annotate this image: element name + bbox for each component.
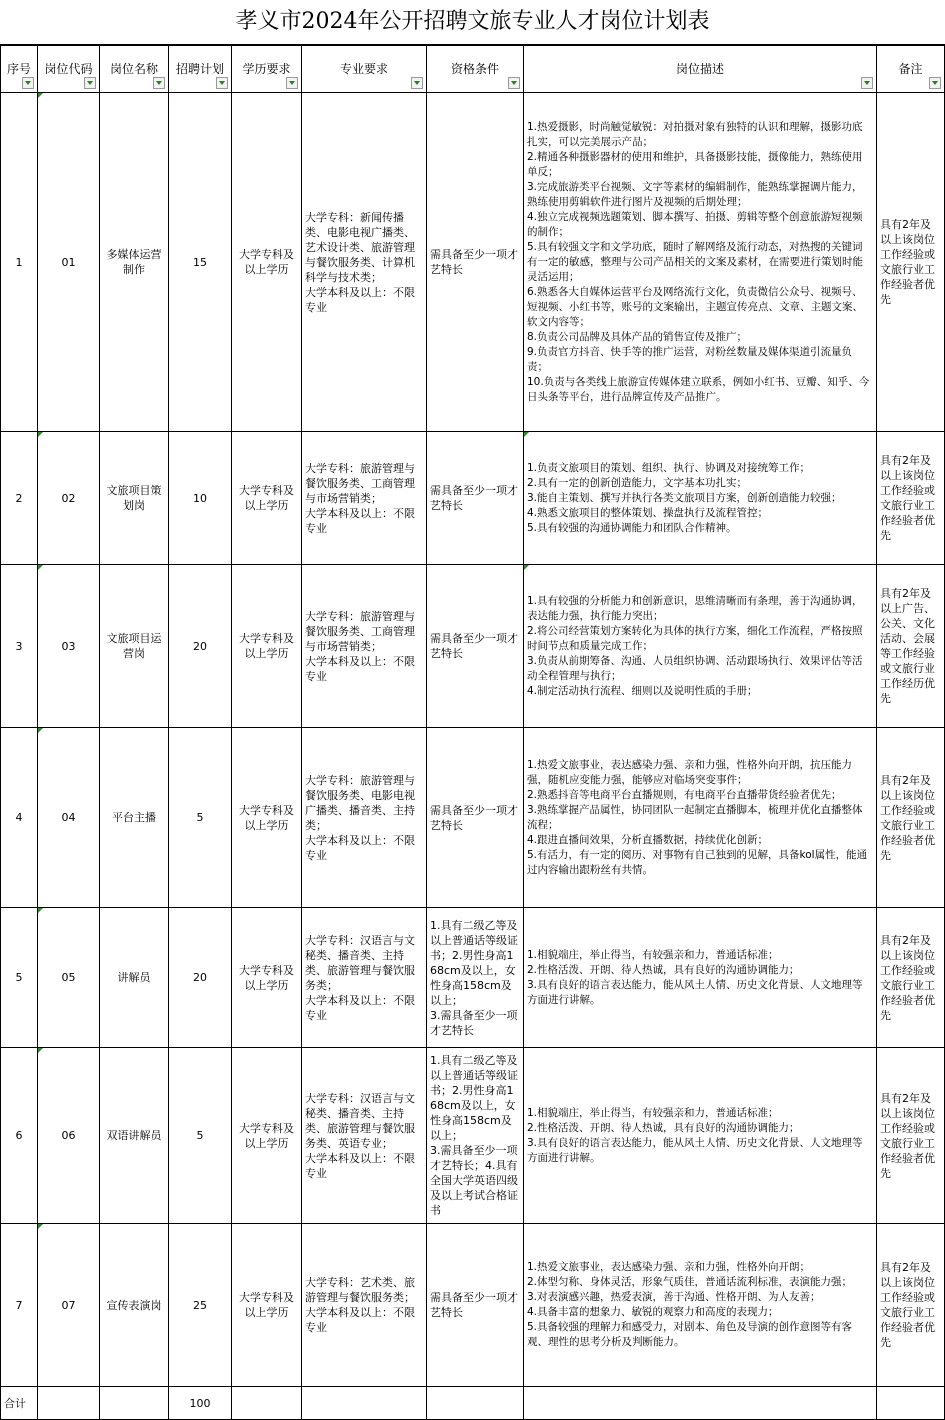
desc-line: 3.熟练掌握产品属性，协同团队一起制定直播脚本，梳理并优化直播整体流程； (527, 803, 863, 831)
header-note (877, 46, 945, 93)
cell-plan: 20 (169, 565, 232, 728)
header-label: 岗位代码 (44, 61, 93, 76)
qual-line: 需具备至少一项才艺特长 (430, 1291, 518, 1319)
desc-line: 2.性格活泼、开朗、待人热诚，具有良好的沟通协调能力； (527, 1121, 800, 1134)
desc-line: 2.具有一定的创新创造能力，文字基本功扎实； (527, 476, 748, 489)
header-code (38, 46, 100, 93)
cell-qual (427, 565, 524, 728)
major-line: 大学专科：艺术类、旅游管理与餐饮服务类； (305, 1276, 415, 1304)
cell-desc (524, 93, 877, 432)
desc-line: 4.制定活动执行流程、细则以及说明性质的手册； (527, 684, 758, 697)
total-label: 合计 (1, 1387, 38, 1420)
cell-desc (524, 432, 877, 565)
recruitment-table (0, 45, 945, 1420)
table-row (1, 1224, 945, 1387)
cell-qual (427, 432, 524, 565)
cell-note: 具有2年及以上该岗位工作经验或文旅行业工作经验者优先 (877, 432, 945, 565)
filter-dropdown-icon[interactable] (84, 77, 96, 89)
desc-line: 3.能自主策划、撰写并执行各类文旅项目方案，创新创造能力较强； (527, 491, 842, 504)
cell-seq: 4 (1, 728, 38, 908)
cell-seq: 5 (1, 908, 38, 1048)
major-line: 大学本科及以上：不限专业 (305, 993, 415, 1022)
header-plan (169, 46, 232, 93)
header-label: 序号 (6, 61, 31, 76)
desc-line: 8.负责公司品牌及具体产品的销售宣传及推广； (527, 330, 748, 343)
cell-code: 03 (38, 565, 100, 728)
cell-edu: 大学专科及以上学历 (232, 1224, 302, 1387)
cell-qual (427, 1224, 524, 1387)
filter-dropdown-icon[interactable] (508, 77, 520, 89)
major-line: 大学专科：汉语言与文秘类、播音类、主持类、旅游管理与餐饮服务类； (305, 933, 415, 992)
major-line: 大学专科：新闻传播类、电影电视广播类、艺术设计类、旅游管理与餐饮服务类、计算机科学与技术类； (305, 210, 415, 284)
header-label: 备注 (898, 61, 923, 76)
cell-note: 具有2年及以上该岗位工作经验或文旅行业工作经验者优先 (877, 93, 945, 432)
filter-dropdown-icon[interactable] (411, 77, 423, 89)
desc-line: 3.具有良好的语言表达能力，能从风土人情、历史文化背景、人文地理等方面进行讲解。 (527, 1136, 863, 1164)
header-label: 学历要求 (242, 61, 291, 76)
cell-name: 文旅项目运营岗 (100, 565, 169, 728)
desc-line: 3.具有良好的语言表达能力，能从风土人情、历史文化背景、人文地理等方面进行讲解。 (527, 978, 863, 1006)
desc-line: 5.有活力，有一定的阅历、对事物有自己独到的见解，具备kol属性，能通过内容输出跟粉丝有共情。 (527, 848, 868, 876)
cell-name: 双语讲解员 (100, 1048, 169, 1224)
desc-line: 3.负责从前期筹备、沟通、人员组织协调、活动跟场执行、效果评估等活动全程管理与执行； (527, 654, 863, 682)
qual-line: 需具备至少一项才艺特长 (430, 803, 518, 832)
major-line: 大学本科及以上：不限专业 (305, 833, 415, 862)
cell-name: 文旅项目策划岗 (100, 432, 169, 565)
cell-note: 具有2年及以上该岗位工作经验或文旅行业工作经验者优先 (877, 1048, 945, 1224)
total-empty-cell (427, 1387, 524, 1420)
total-plan: 100 (169, 1387, 232, 1420)
cell-major (302, 728, 427, 908)
header-edu (232, 46, 302, 93)
total-empty-cell (38, 1387, 100, 1420)
cell-desc (524, 728, 877, 908)
cell-plan: 15 (169, 93, 232, 432)
filter-dropdown-icon[interactable] (153, 77, 165, 89)
cell-seq: 2 (1, 432, 38, 565)
header-label: 岗位名称 (109, 61, 158, 76)
cell-major (302, 1224, 427, 1387)
qual-line: 需具备至少一项才艺特长 (430, 632, 518, 660)
header-desc (524, 46, 877, 93)
header-label: 资格条件 (450, 61, 499, 76)
cell-code: 07 (38, 1224, 100, 1387)
desc-line: 1.负责文旅项目的策划、组织、执行、协调及对接统筹工作； (527, 461, 811, 474)
cell-name: 多媒体运营制作 (100, 93, 169, 432)
total-empty-cell (524, 1387, 877, 1420)
desc-line: 3.对表演感兴趣，热爱表演，善于沟通、性格开朗、为人友善； (527, 1291, 821, 1303)
major-line: 大学专科：汉语言与文秘类、播音类、主持类、旅游管理与餐饮服务类、英语专业； (305, 1091, 415, 1150)
filter-dropdown-icon[interactable] (929, 77, 941, 89)
cell-plan: 20 (169, 908, 232, 1048)
cell-major (302, 908, 427, 1048)
total-empty-cell (877, 1387, 945, 1420)
cell-seq: 7 (1, 1224, 38, 1387)
desc-line: 5.具备较强的理解力和感受力，对剧本、角色及导演的创作意图等有客观、理性的思考分析及判断能力。 (527, 1321, 853, 1348)
cell-seq: 6 (1, 1048, 38, 1224)
cell-plan: 5 (169, 728, 232, 908)
qual-line: 1.具有二级乙等及以上普通话等级证书；2.男性身高168cm及以上，女性身高158cm及以上； (430, 1054, 518, 1142)
cell-major (302, 1048, 427, 1224)
cell-code: 02 (38, 432, 100, 565)
cell-major (302, 565, 427, 728)
cell-major (302, 93, 427, 432)
cell-seq: 1 (1, 93, 38, 432)
desc-line: 4.具备丰富的想象力、敏锐的观察力和高度的表现力； (527, 1306, 779, 1318)
filter-dropdown-icon[interactable] (861, 77, 873, 89)
cell-qual (427, 93, 524, 432)
desc-line: 1.热爱摄影，时尚触觉敏锐：对拍摄对象有独特的认识和理解，摄影功底扎实，可以完美展示产品； (527, 120, 863, 148)
qual-line: 需具备至少一项才艺特长 (430, 248, 518, 276)
desc-line: 1.相貌端庄，举止得当，有较强亲和力，普通话标准； (527, 1106, 779, 1119)
desc-line: 1.相貌端庄，举止得当，有较强亲和力，普通话标准； (527, 948, 779, 961)
major-line: 大学专科：旅游管理与餐饮服务类、工商管理与市场营销类； (305, 461, 415, 505)
cell-note: 具有2年及以上该岗位工作经验或文旅行业工作经验者优先 (877, 908, 945, 1048)
total-empty-cell (100, 1387, 169, 1420)
cell-qual (427, 728, 524, 908)
table-row (1, 565, 945, 728)
major-line: 大学本科及以上：不限专业 (305, 506, 415, 535)
desc-line: 10.负责与各类线上旅游宣传媒体建立联系，例如小红书、豆瓣、知乎、今日头条等平台，进行品牌宣传及产品推广。 (527, 375, 870, 403)
desc-line: 5.具有较强文字和文学功底，随时了解网络及流行动态，对热搜的关键词有一定的敏感，整理与公司产品相关的文案及素材，在需要进行策划时能灵活运用； (527, 240, 863, 283)
header-row (1, 46, 945, 93)
cell-note: 具有2年及以上广告、公关、文化活动、会展等工作经验或文旅行业工作经历优先 (877, 565, 945, 728)
cell-name: 宣传表演岗 (100, 1224, 169, 1387)
header-name (100, 46, 169, 93)
table-row (1, 908, 945, 1048)
desc-line: 9.负责官方抖音、快手等的推广运营，对粉丝数量及媒体渠道引流量负责； (527, 345, 853, 373)
filter-dropdown-icon[interactable] (286, 77, 298, 89)
cell-desc (524, 908, 877, 1048)
table-row (1, 432, 945, 565)
header-qual (427, 46, 524, 93)
total-row (1, 1387, 945, 1420)
major-line: 大学本科及以上：不限专业 (305, 1151, 415, 1180)
cell-code: 04 (38, 728, 100, 908)
cell-name: 讲解员 (100, 908, 169, 1048)
major-line: 大学本科及以上：不限专业 (305, 1306, 415, 1334)
cell-name: 平台主播 (100, 728, 169, 908)
desc-line: 2.体型匀称、身体灵活，形象气质佳，普通话流利标准，表演能力强； (527, 1276, 853, 1288)
header-label: 招聘计划 (175, 61, 224, 76)
desc-line: 1.热爱文旅事业，表达感染力强、亲和力强，性格外向开朗； (527, 1261, 811, 1273)
desc-line: 6.熟悉各大自媒体运营平台及网络流行文化，负责微信公众号、视频号、短视频、小红书等，账号的文案输出，主题宣传亮点、文章、主题文案、软文内容等； (527, 285, 863, 328)
cell-qual (427, 908, 524, 1048)
desc-line: 2.熟悉抖音等电商平台直播规则，有电商平台直播带货经验者优先； (527, 788, 842, 801)
cell-edu: 大学专科及以上学历 (232, 565, 302, 728)
total-empty-cell (232, 1387, 302, 1420)
table-body (1, 93, 945, 1387)
desc-line: 2.精通各种摄影器材的使用和维护，具备摄影技能，摄像能力，熟练使用单反； (527, 150, 863, 178)
desc-line: 4.熟悉文旅项目的整体策划、操盘执行及流程管控； (527, 506, 769, 519)
cell-edu: 大学专科及以上学历 (232, 728, 302, 908)
cell-edu: 大学专科及以上学历 (232, 908, 302, 1048)
cell-edu: 大学专科及以上学历 (232, 93, 302, 432)
cell-code: 06 (38, 1048, 100, 1224)
cell-desc (524, 565, 877, 728)
cell-note: 具有2年及以上该岗位工作经验或文旅行业工作经验者优先 (877, 728, 945, 908)
cell-plan: 5 (169, 1048, 232, 1224)
filter-dropdown-icon[interactable] (216, 77, 228, 89)
header-label: 岗位描述 (675, 61, 724, 76)
major-line: 大学专科：旅游管理与餐饮服务类、工商管理与市场营销类； (305, 609, 415, 653)
page-title: 孝义市2024年公开招聘文旅专业人才岗位计划表 (0, 0, 945, 45)
cell-plan: 10 (169, 432, 232, 565)
desc-line: 4.独立完成视频选题策划、脚本撰写、拍摄、剪辑等整个创意旅游短视频的制作； (527, 210, 863, 238)
filter-dropdown-icon[interactable] (22, 77, 34, 89)
cell-major (302, 432, 427, 565)
header-seq (1, 46, 38, 93)
table-row (1, 93, 945, 432)
desc-line: 5.具有较强的沟通协调能力和团队合作精神。 (527, 521, 737, 534)
cell-qual (427, 1048, 524, 1224)
qual-line: 需具备至少一项才艺特长 (430, 484, 518, 512)
qual-line: 1.具有二级乙等及以上普通话等级证书；2.男性身高168cm及以上，女性身高158cm及以上； (430, 918, 518, 1007)
major-line: 大学本科及以上：不限专业 (305, 285, 415, 314)
desc-line: 3.完成旅游类平台视频、文字等素材的编辑制作，能熟练掌握调片能力，熟练使用剪辑软件进行图片及视频的后期处理； (527, 180, 863, 208)
cell-code: 01 (38, 93, 100, 432)
header-major (302, 46, 427, 93)
major-line: 大学本科及以上：不限专业 (305, 654, 415, 683)
desc-line: 4.跟进直播间效果，分析直播数据，持续优化创新； (527, 833, 769, 846)
desc-line: 2.将公司经营策划方案转化为具体的执行方案，细化工作流程，严格按照时间节点和质量完成工作； (527, 624, 863, 652)
total-empty-cell (302, 1387, 427, 1420)
cell-edu: 大学专科及以上学历 (232, 432, 302, 565)
desc-line: 2.性格活泼、开朗、待人热诚，具有良好的沟通协调能力； (527, 963, 800, 976)
cell-edu: 大学专科及以上学历 (232, 1048, 302, 1224)
qual-line: 3.需具备至少一项才艺特长；4.具有全国大学英语四级及以上考试合格证书 (430, 1144, 518, 1217)
cell-desc (524, 1048, 877, 1224)
cell-plan: 25 (169, 1224, 232, 1387)
desc-line: 1.热爱文旅事业，表达感染力强、亲和力强，性格外向开朗，抗压能力强，随机应变能力强，能够应对临场突变事件； (527, 758, 853, 786)
table-row (1, 728, 945, 908)
header-label: 专业要求 (339, 61, 388, 76)
cell-code: 05 (38, 908, 100, 1048)
table-row (1, 1048, 945, 1224)
major-line: 大学专科：旅游管理与餐饮服务类、电影电视广播类、播音类、主持类； (305, 773, 415, 832)
cell-seq: 3 (1, 565, 38, 728)
cell-note: 具有2年及以上该岗位工作经验或文旅行业工作经验者优先 (877, 1224, 945, 1387)
qual-line: 3.需具备至少一项才艺特长 (430, 1008, 518, 1037)
cell-desc (524, 1224, 877, 1387)
desc-line: 1.具有较强的分析能力和创新意识，思维清晰而有条理，善于沟通协调，表达能力强，执行能力突出； (527, 594, 863, 622)
